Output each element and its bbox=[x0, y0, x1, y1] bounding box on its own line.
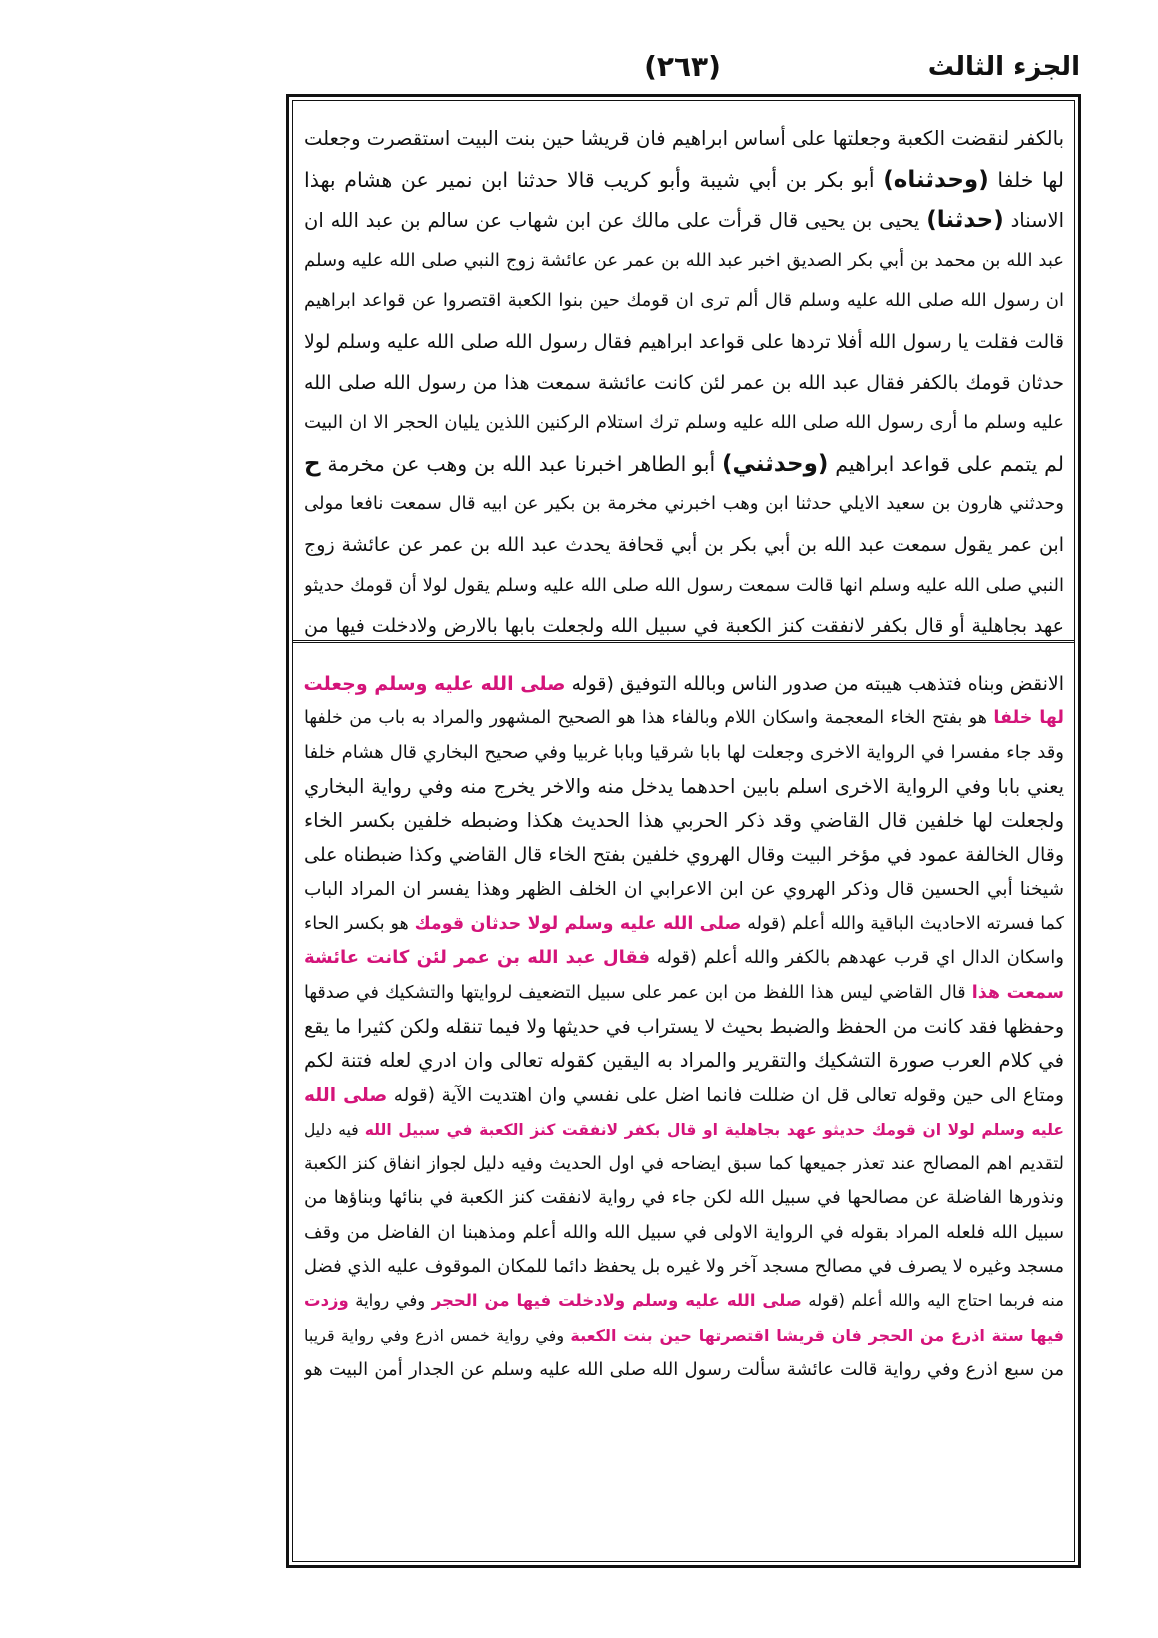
hadith-line bbox=[304, 322, 1064, 363]
commentary-line bbox=[304, 1284, 1064, 1318]
text-run: يحيى بن يحيى قال قرأت على مالك عن ابن شهاب عن سالم بن عبد الله ان bbox=[304, 209, 927, 233]
text-run: أبو الطاهر اخبرنا عبد الله بن وهب عن مخرمة bbox=[320, 451, 722, 476]
text-run: بالكفر لنقضت الكعبة وجعلتها على أساس ابراهيم فان قريشا حين بنت البيت استقصرت وجعلت bbox=[304, 127, 1064, 150]
commentary-line bbox=[304, 976, 1064, 1010]
text-run: ونذورها الفاضلة عن مصالحها في سبيل الله لكن جاء في رواية لانفقت كنز الكعبة في بنائها وبناؤها من bbox=[304, 1187, 1064, 1209]
hadith-line bbox=[304, 160, 1064, 201]
commentary-line bbox=[304, 1250, 1064, 1284]
text-run: الاسناد bbox=[1003, 209, 1064, 233]
text-run: وحدثني هارون بن سعيد الايلي حدثنا ابن وهب اخبرني مخرمة بن بكير عن ابيه قال سمعت نافعا مولى bbox=[304, 493, 1064, 515]
text-run: لتقديم اهم المصالح عند تعذر جميعها كما سبق ايضاحه في اول الحديث وفيه دليل لجواز انفاق كنز الكعبة bbox=[304, 1154, 1064, 1175]
volume-title: الجزء الثالث bbox=[927, 52, 1080, 82]
highlighted-phrase: صلى الله عليه وسلم لولا حدثان قومك bbox=[414, 914, 742, 935]
text-run: (قوله bbox=[565, 673, 614, 695]
text-run: وفي رواية خمس اذرع وفي رواية قريبا bbox=[304, 1325, 571, 1345]
text-run: (قوله bbox=[801, 1291, 845, 1311]
text-run: عهد بجاهلية أو قال بكفر لانفقت كنز الكعبة في سبيل الله ولجعلت بابها بالارض ولادخلت فيها من bbox=[304, 615, 1064, 638]
text-run: مسجد وغيره لا يصرف في مصالح مسجد آخر ولا غيره بل يحفظ دائما للمكان الموقوف عليه الذي فضل bbox=[304, 1256, 1064, 1278]
commentary-line bbox=[304, 1044, 1064, 1078]
commentary-line bbox=[304, 1353, 1064, 1387]
hadith-line bbox=[304, 281, 1064, 322]
page-number: (٢٦٣) bbox=[644, 50, 721, 83]
highlighted-phrase: عليه وسلم لولا ان قومك حديثو عهد بجاهلية او قال بكفر لانفقت كنز الكعبة في سبيل الله bbox=[364, 1120, 1064, 1139]
isnad-marker: (وحدثناه) bbox=[883, 166, 989, 193]
text-run: من سبع اذرع وفي رواية قالت عائشة سألت رسول الله صلى الله عليه وسلم عن الجدار أمن البيت هو bbox=[304, 1358, 1064, 1380]
commentary-line bbox=[304, 701, 1064, 735]
highlighted-phrase: صلى الله bbox=[304, 1084, 388, 1106]
text-run: لها خلفا bbox=[988, 167, 1064, 192]
hadith-line bbox=[304, 241, 1064, 282]
highlighted-phrase: فيها ستة اذرع من الحجر فان قريشا اقتصرتها حين بنت الكعبة bbox=[570, 1325, 1064, 1345]
text-run: النبي صلى الله عليه وسلم انها قالت سمعت رسول الله صلى الله عليه وسلم يقول لولا أن قومك حديثو bbox=[304, 574, 1064, 596]
commentary-line bbox=[304, 736, 1064, 770]
text-run: في كلام العرب صورة التشكيك والتقرير والمراد به اليقين كقوله تعالى وان ادري لعله فتنة لكم bbox=[304, 1049, 1064, 1073]
highlighted-phrase: صلى الله عليه وسلم ولادخلت فيها من الحجر bbox=[431, 1291, 802, 1311]
commentary-line bbox=[304, 1319, 1064, 1353]
isnad-marker: (وحدثني) bbox=[721, 450, 829, 477]
commentary-line bbox=[304, 1181, 1064, 1215]
highlighted-phrase: صلى الله عليه وسلم وجعلت bbox=[304, 673, 566, 695]
text-run: ولجعلت لها خلفين قال القاضي وقد ذكر الحربي هذا الحديث هكذا وضبطه خلفين بكسر الخاء bbox=[304, 809, 1064, 833]
commentary-text bbox=[304, 667, 1064, 1387]
isnad-marker: ح bbox=[304, 450, 321, 477]
commentary-line bbox=[304, 667, 1064, 701]
text-run: سبيل الله فلعله المراد بقوله في الرواية الاولى في سبيل الله والله أعلم ومذهبنا ان الفاضل من وقف bbox=[304, 1221, 1064, 1243]
text-run: وقد جاء مفسرا في الرواية الاخرى وجعلت لها بابا شرقيا وبابا غربيا وفي صحيح البخاري قال هشام خلفا bbox=[304, 741, 1064, 763]
commentary-line bbox=[304, 907, 1064, 941]
hadith-line bbox=[304, 525, 1064, 566]
text-run: يعني بابا وفي الرواية الاخرى اسلم بابين احدهما يدخل منه والاخر يخرج منه وفي رواية البخاري bbox=[304, 774, 1064, 798]
text-run: شيخنا أبي الحسين قال وذكر الهروي عن ابن الاعرابي ان الخلف الظهر وهذا يفسر ان المراد الباب bbox=[304, 878, 1064, 900]
text-run: (قوله bbox=[650, 947, 697, 969]
commentary-line bbox=[304, 1079, 1064, 1113]
commentary-line bbox=[304, 1010, 1064, 1044]
commentary-line bbox=[304, 941, 1064, 975]
commentary-line bbox=[304, 804, 1064, 838]
isnad-marker: (حدثنا) bbox=[926, 207, 1004, 234]
text-run: (قوله bbox=[741, 914, 787, 935]
commentary-line bbox=[304, 1216, 1064, 1250]
section-divider bbox=[292, 640, 1075, 643]
hadith-line bbox=[304, 363, 1064, 404]
text-run: فيه دليل bbox=[304, 1120, 365, 1139]
hadith-line bbox=[304, 566, 1064, 607]
hadith-line bbox=[304, 484, 1064, 525]
hadith-text bbox=[304, 119, 1064, 647]
hadith-line bbox=[304, 119, 1064, 160]
text-run: قال القاضي ليس هذا اللفظ من ابن عمر على سبيل التضعيف لروايتها والتشكيك في صدقها bbox=[304, 982, 972, 1003]
commentary-line bbox=[304, 770, 1064, 804]
text-run: واسكان الدال اي قرب عهدهم بالكفر والله أعلم bbox=[696, 947, 1064, 969]
text-run: أبو بكر بن أبي شيبة وأبو كريب قالا حدثنا ابن نمير عن هشام بهذا bbox=[304, 167, 884, 192]
text-run: عبد الله بن محمد بن أبي بكر الصديق اخبر عبد الله بن عمر عن عائشة زوج النبي صلى الله عليه وسلم bbox=[304, 249, 1064, 271]
commentary-line bbox=[304, 838, 1064, 872]
text-run: كما فسرته الاحاديث الباقية والله أعلم bbox=[786, 914, 1064, 935]
text-run: ومتاع الى حين وقوله تعالى قل ان ضللت فانما اضل على نفسي وان اهتديت الآية bbox=[434, 1084, 1064, 1106]
hadith-line bbox=[304, 444, 1064, 485]
highlighted-phrase: لها خلفا bbox=[993, 708, 1064, 729]
page-header bbox=[285, 44, 1080, 90]
highlighted-phrase: سمعت هذا bbox=[971, 982, 1064, 1003]
text-run: منه فربما احتاج اليه والله أعلم bbox=[844, 1291, 1064, 1311]
text-run: حدثان قومك بالكفر فقال عبد الله بن عمر لئن كانت عائشة سمعت هذا من رسول الله صلى الله bbox=[304, 371, 1064, 394]
text-run: وحفظها فقد كانت من الحفظ والضبط بحيث لا يستراب في حديثها ولا فيما تنقله ولكن كثيرا ما يقع bbox=[304, 1015, 1064, 1038]
text-run: هو بكسر الحاء bbox=[304, 914, 415, 935]
text-run: هو بفتح الخاء المعجمة واسكان اللام وبالفاء هذا هو الصحيح المشهور والمراد به باب من خلفها bbox=[304, 708, 994, 729]
commentary-line bbox=[304, 1113, 1064, 1147]
text-run: وفي رواية bbox=[348, 1291, 432, 1311]
text-run: ابن عمر يقول سمعت عبد الله بن أبي بكر بن أبي قحافة يحدث عبد الله بن عمر عن عائشة زوج bbox=[304, 533, 1064, 556]
text-run: ان رسول الله صلى الله عليه وسلم قال ألم ترى ان قومك حين بنوا الكعبة اقتصروا عن قواعد ابراهيم bbox=[304, 290, 1064, 312]
text-run: الانقض وبناه فتذهب هيبته من صدور الناس وبالله التوفيق bbox=[613, 673, 1064, 695]
text-run: لم يتمم على قواعد ابراهيم bbox=[828, 451, 1064, 476]
commentary-line bbox=[304, 873, 1064, 907]
highlighted-phrase: فقال عبد الله بن عمر لئن كانت عائشة bbox=[304, 947, 651, 969]
text-run: وقال الخالفة عمود في مؤخر البيت وقال الهروي خلفين بفتح الخاء قال القاضي وكذا ضبطناه على bbox=[304, 844, 1064, 867]
text-run: (قوله bbox=[387, 1084, 435, 1106]
highlighted-phrase: وزدت bbox=[304, 1291, 349, 1311]
hadith-line bbox=[304, 200, 1064, 241]
text-run: قالت فقلت يا رسول الله أفلا تردها على قواعد ابراهيم فقال رسول الله صلى الله عليه وسلم لولا bbox=[304, 330, 1064, 353]
hadith-line bbox=[304, 403, 1064, 444]
text-run: عليه وسلم ما أرى رسول الله صلى الله عليه وسلم ترك استلام الركنين اللذين يليان الحجر الا ان البيت bbox=[304, 412, 1064, 434]
commentary-line bbox=[304, 1147, 1064, 1181]
